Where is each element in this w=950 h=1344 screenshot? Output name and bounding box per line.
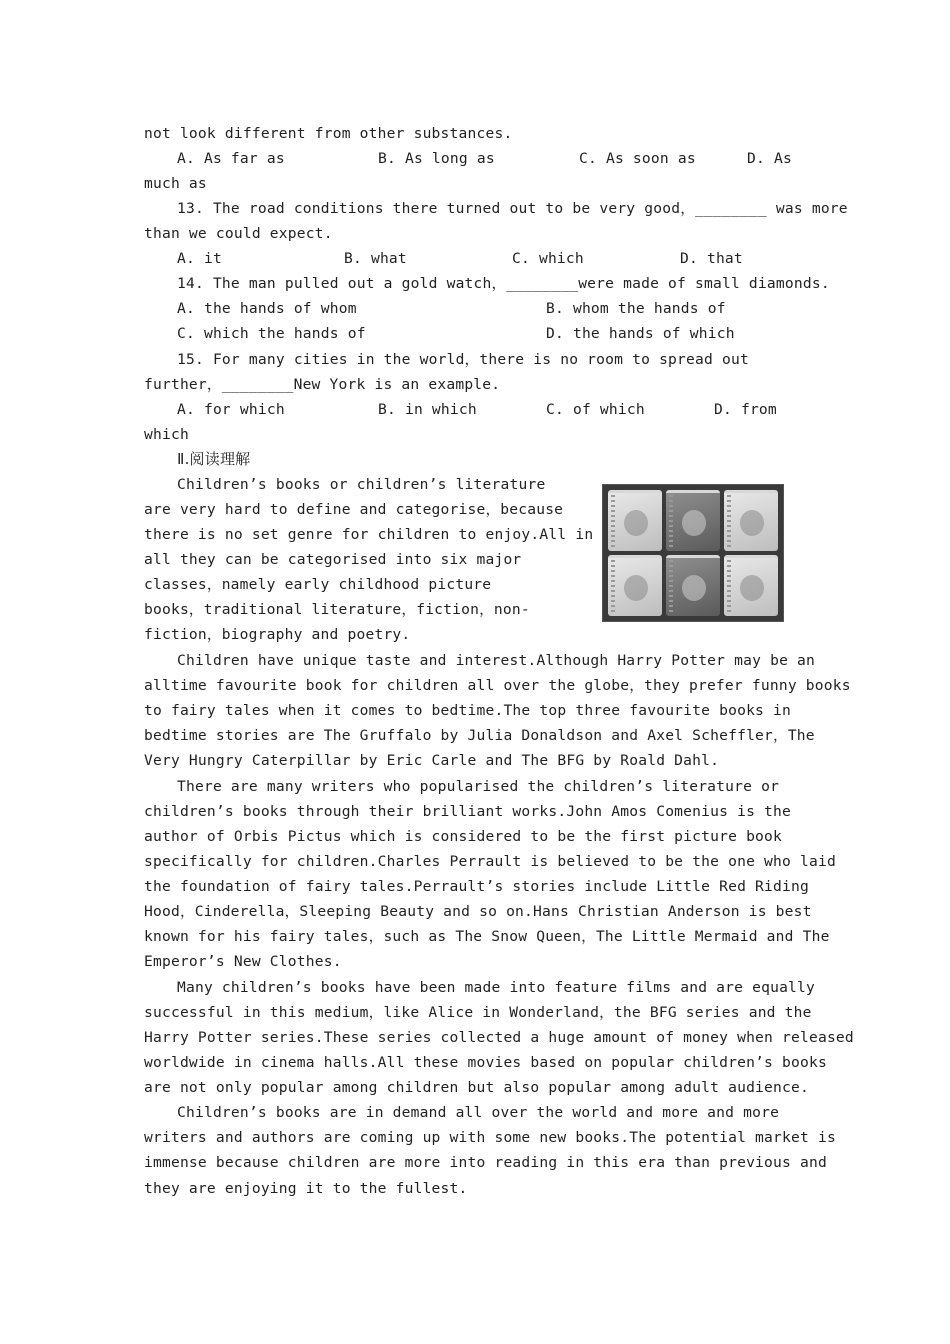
q12-text-line: not look different from other substances. — [144, 125, 513, 142]
q13-stem-cont: than we could expect. — [144, 225, 333, 242]
passage-line: all they can be categorised into six major — [144, 551, 522, 568]
passage-line: classes，namely early childhood picture — [144, 576, 492, 593]
q12-option-a: A. As far as — [177, 150, 285, 167]
q15-option-c: C. of which — [546, 401, 645, 418]
passage-line: There are many writers who popularised the children’s literature or — [177, 778, 780, 795]
passage-line: to fairy tales when it comes to bedtime.The top three favourite books in — [144, 702, 792, 719]
q15-option-d-wrap: which — [144, 426, 189, 443]
passage-line: known for his fairy tales，such as The Snow Queen，The Little Mermaid and The — [144, 928, 830, 945]
passage-line: Children have unique taste and interest.Although Harry Potter may be an — [177, 652, 816, 669]
q13-option-a: A. it — [177, 250, 222, 267]
passage-line: Many children’s books have been made into feature films and are equally — [177, 979, 816, 996]
book-cover-image — [724, 555, 778, 616]
passage-line: books，traditional literature，fiction，non- — [144, 601, 530, 618]
passage-line: children’s books through their brilliant works.John Amos Comenius is the — [144, 803, 792, 820]
book-cover-image — [666, 490, 720, 551]
passage-line: specifically for children.Charles Perrault is believed to be the one who laid — [144, 853, 836, 870]
q14-option-d: D. the hands of which — [546, 325, 735, 342]
q13-option-c: C. which — [512, 250, 584, 267]
passage-line: the foundation of fairy tales.Perrault’s stories include Little Red Riding — [144, 878, 809, 895]
childrens-books-photo — [602, 484, 784, 622]
q15-option-a: A. for which — [177, 401, 285, 418]
book-cover-image — [724, 490, 778, 551]
passage-line: writers and authors are coming up with some new books.The potential market is — [144, 1129, 836, 1146]
q15-option-b: B. in which — [378, 401, 477, 418]
q12-option-d-wrap: much as — [144, 175, 207, 192]
q13-option-d: D. that — [680, 250, 743, 267]
passage-line: immense because children are more into reading in this era than previous and — [144, 1154, 827, 1171]
section-heading: Ⅱ.阅读理解 — [177, 450, 251, 468]
book-cover-image — [608, 490, 662, 551]
passage-line: successful in this medium，like Alice in Wonderland，the BFG series and the — [144, 1004, 812, 1021]
book-cover-image — [608, 555, 662, 616]
passage-line: alltime favourite book for children all over the globe，they prefer funny books — [144, 677, 851, 694]
passage-line: author of Orbis Pictus which is considered to be the first picture book — [144, 828, 783, 845]
passage-line: Children’s books are in demand all over the world and more and more — [177, 1104, 780, 1121]
passage-line: Emperor’s New Clothes. — [144, 953, 342, 970]
q14-stem: 14. The man pulled out a gold watch，________were made of small diamonds. — [177, 275, 830, 292]
q13-option-b: B. what — [344, 250, 407, 267]
q15-stem-cont: further，________New York is an example. — [144, 376, 501, 393]
passage-line: Children’s books or children’s literature — [177, 476, 546, 493]
passage-line: are very hard to define and categorise，because — [144, 501, 564, 518]
q15-stem: 15. For many cities in the world，there is no room to spread out — [177, 351, 749, 368]
passage-line: Very Hungry Caterpillar by Eric Carle and The BFG by Roald Dahl. — [144, 752, 720, 769]
q14-option-c: C. which the hands of — [177, 325, 366, 342]
q12-option-b: B. As long as — [378, 150, 495, 167]
passage-line: are not only popular among children but also popular among adult audience. — [144, 1079, 809, 1096]
book-cover-image — [666, 555, 720, 616]
passage-line: fiction，biography and poetry. — [144, 626, 411, 643]
passage-line: Hood，Cinderella，Sleeping Beauty and so on.Hans Christian Anderson is best — [144, 903, 812, 920]
q12-option-d: D. As — [747, 150, 792, 167]
q15-option-d: D. from — [714, 401, 777, 418]
passage-line: there is no set genre for children to enjoy.All in — [144, 526, 594, 543]
passage-line: they are enjoying it to the fullest. — [144, 1180, 468, 1197]
passage-line: bedtime stories are The Gruffalo by Julia Donaldson and Axel Scheffler，The — [144, 727, 815, 744]
q14-option-a: A. the hands of whom — [177, 300, 357, 317]
passage-line: worldwide in cinema halls.All these movies based on popular children’s books — [144, 1054, 827, 1071]
q12-option-c: C. As soon as — [579, 150, 696, 167]
q14-option-b: B. whom the hands of — [546, 300, 726, 317]
passage-line: Harry Potter series.These series collected a huge amount of money when released — [144, 1029, 854, 1046]
q13-stem: 13. The road conditions there turned out to be very good，________ was more — [177, 200, 848, 217]
